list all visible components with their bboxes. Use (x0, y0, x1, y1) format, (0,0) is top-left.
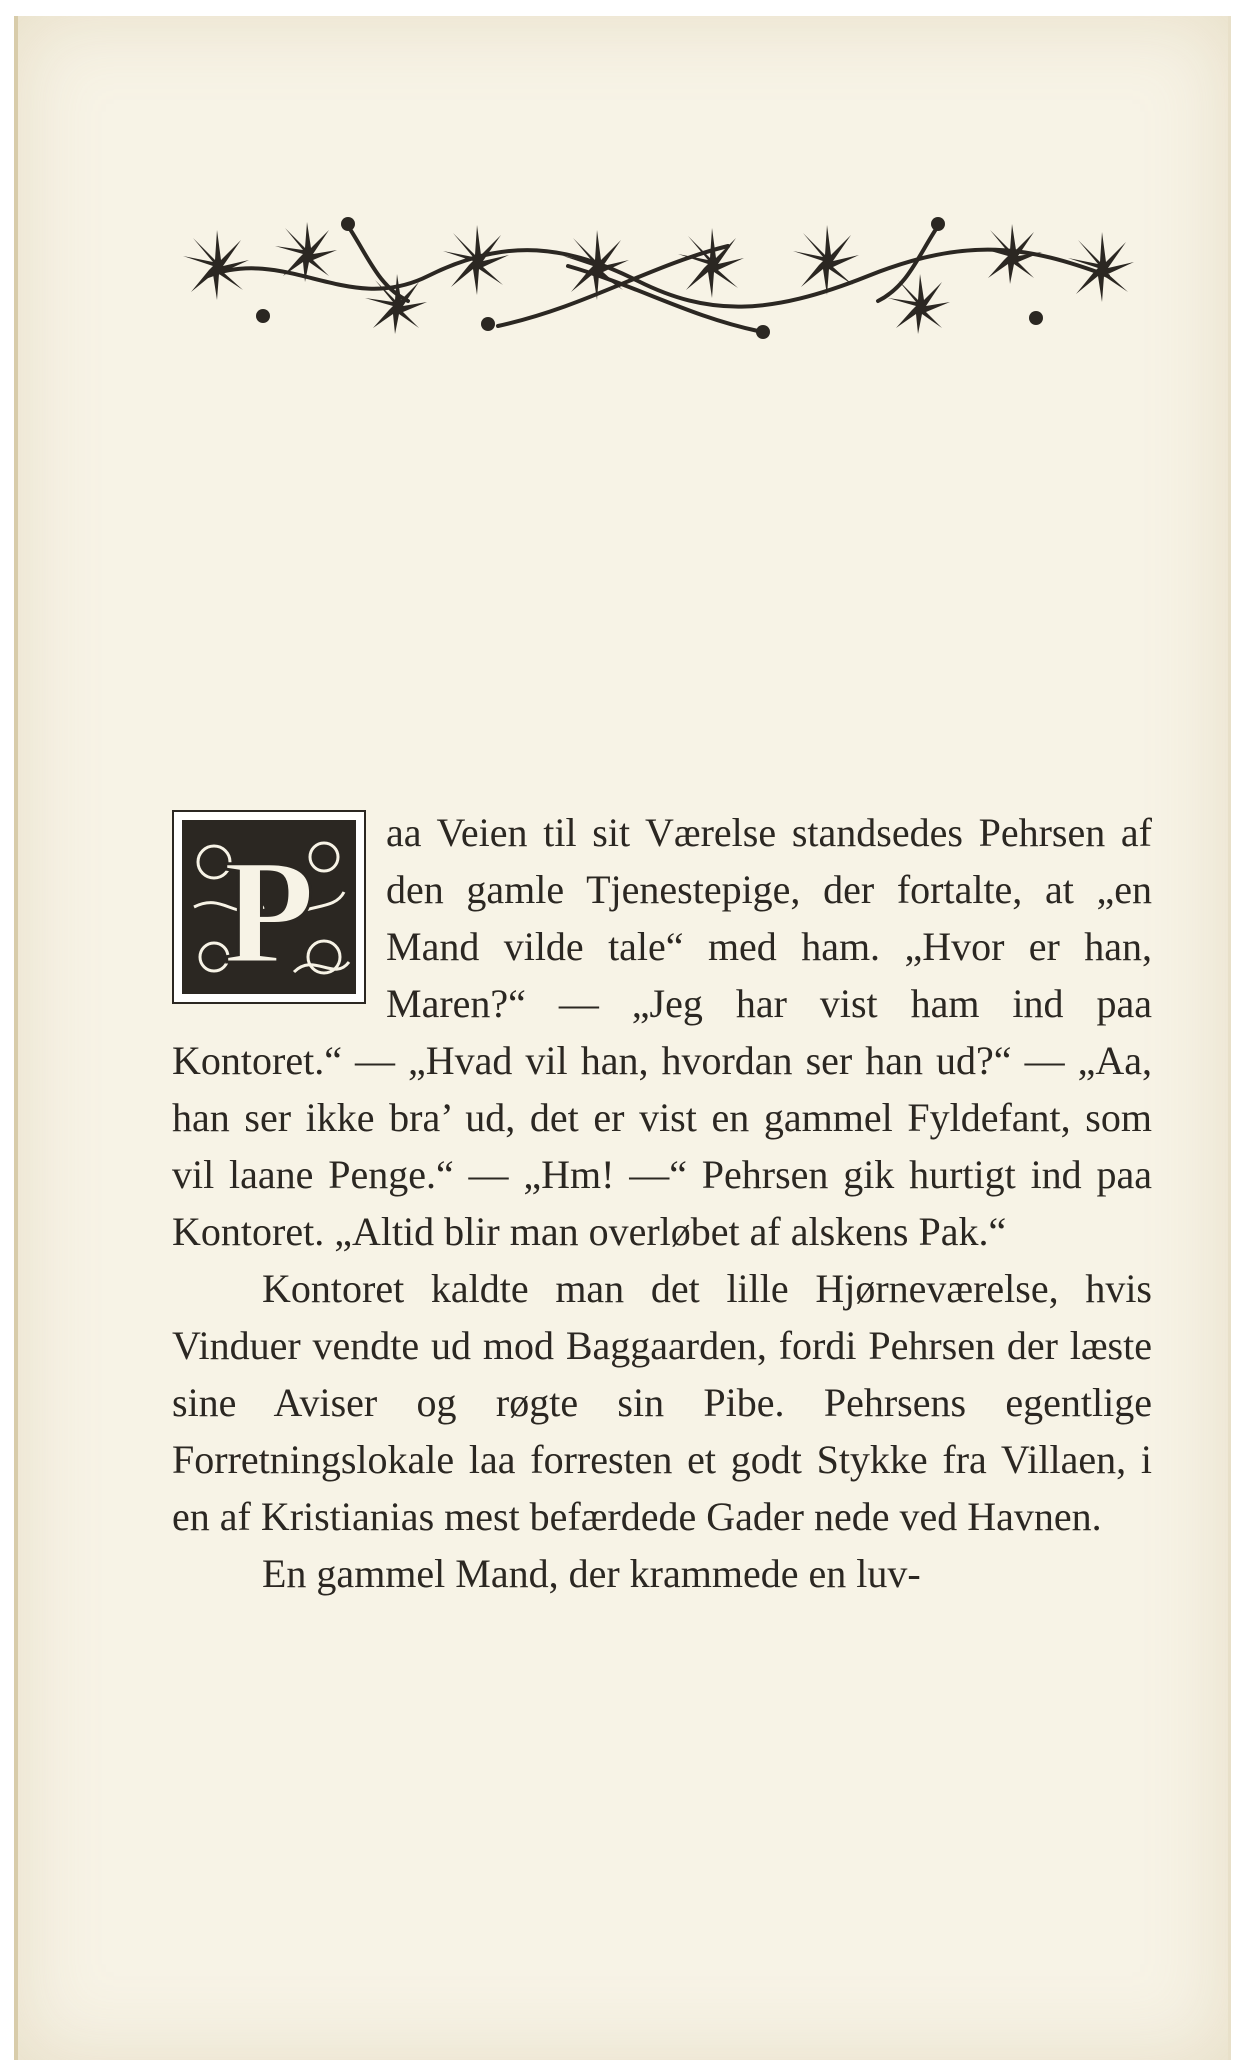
paragraph-2: Kontoret kaldte man det lille Hjørneværelse, hvis Vinduer vendte ud mod Baggaarden, fordi Pehrsen der læste sine Aviser og røgte sin Pibe. Pehrsens egentlige Forretningslokale laa forresten et godt Stykke fra Villaen, i en af Kristianias mest befærdede Gader nede ved Havnen. (172, 1266, 1152, 1539)
ornate-initial-icon (172, 810, 366, 1004)
book-page (14, 16, 1231, 2060)
body-text (172, 804, 1152, 1602)
paragraph-3: En gammel Mand, der krammede en luv- (262, 1551, 921, 1596)
floral-vine-icon (168, 206, 1148, 356)
dropcap-letter: P (223, 829, 315, 995)
paragraph-1: aa Veien til sit Værelse standsedes Pehrsen af den gamle Tjenestepige, der fortalte, at „en Mand vilde tale“ med ham. „Hvor er han, Maren?“ — „Jeg har vist ham ind paa Kontoret.“ — „Hvad vil han, hvordan ser han ud?“ — „Aa, han ser ikke bra’ ud, det er vist en gammel Fyldefant, som vil laane Penge.“ — „Hm! —“ Pehrsen gik hurtigt ind paa Kontoret. „Altid blir man overløbet af alskens Pak.“ (172, 810, 1152, 1254)
